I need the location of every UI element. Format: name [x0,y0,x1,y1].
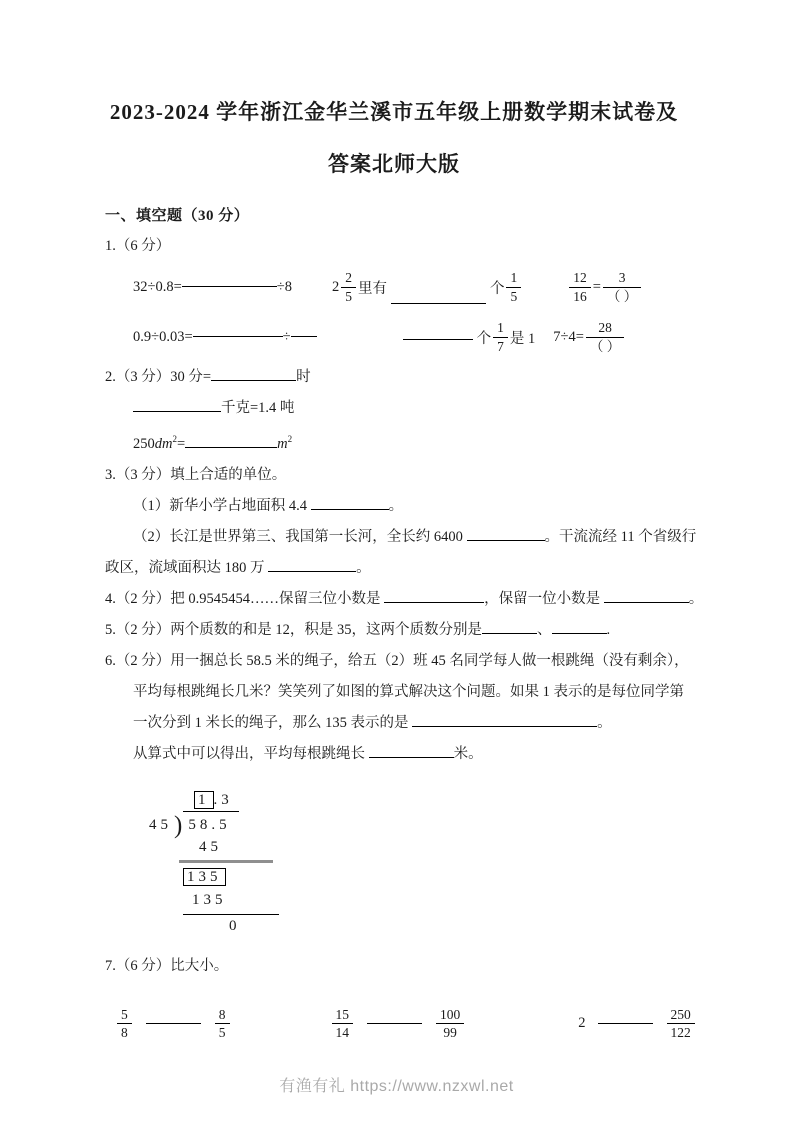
q6-l4-post: 米。 [453,745,483,762]
q3-i2-mid: 。干流流经 11 个省级行 [544,528,697,545]
q6-l3-post: 。 [597,714,612,731]
q1-expr-division [133,274,292,301]
question-3-item-2-wrap [105,553,683,584]
fill-blank [467,528,545,541]
question-5-label: 5.（2 分） [105,621,171,638]
question-3 [105,460,697,584]
fill-blank [193,324,283,337]
q1-r2b-post: 是 1 [509,330,536,347]
long-division-figure [137,790,683,937]
compare-pair-2 [330,1007,467,1041]
question-5-line [105,615,683,646]
exam-title-line1: 2023-2024 学年浙江金华兰溪市五年级上册数学期末试卷及 [109,100,679,124]
q6-l3-pre: 一次分到 1 米长的绳子，那么 135 表示的是 [133,714,409,731]
ld-boxed-135: 135 [183,868,226,886]
ld-subtract-2: 135 [192,891,227,908]
division-sign: ÷ [282,328,291,345]
compare-blank [598,1023,653,1024]
footer [0,1073,793,1096]
fraction: $\frac{2}{5}$ [341,270,356,304]
equals-sign: = [592,278,601,295]
question-2-line-1 [105,362,683,393]
fraction: $\frac{250}{122}$ [667,1007,695,1041]
fill-blank [133,399,221,412]
compare-blank [146,1023,201,1024]
question-1-row-2 [133,312,683,362]
q1-expr-division-2 [133,324,317,351]
fraction: $\frac{100}{99}$ [436,1007,464,1041]
question-1-label: 1.（6 分） [105,238,171,254]
fill-blank [482,621,537,634]
q1-expr-unit-fraction [403,320,536,354]
question-1-row-1 [133,262,683,312]
q1-r1a-pre: 32÷0.8= [133,278,182,295]
q1-r1b-int: 2 [331,278,340,295]
q5-pre: 两个质数的和是 12，积是 35，这两个质数分别是 [170,621,482,638]
q4-pre: 把 0.9545454……保留三位小数是 [170,590,381,607]
fraction: $\frac{1}{7}$ [493,320,508,354]
q2-l1-post: 时 [296,369,311,385]
ld-divisor: 45 [149,816,172,833]
question-6-line-2: 平均每根跳绳长几米？笑笑列了如图的算式解决这个问题。如果 1 表示的是每位同学第 [133,683,684,700]
fraction: $\frac{12}{16}$ [569,270,591,304]
q5-mid: 、 [537,621,552,638]
fill-blank [391,291,486,304]
q2-l3-pre: 250 [133,435,155,452]
q4-post: 。 [688,590,704,607]
fraction: $\frac{5}{8}$ [117,1007,132,1041]
question-6-line-3 [133,708,683,739]
question-6-line-4 [133,739,683,770]
question-4-label: 4.（2 分） [105,590,171,607]
q1-r1a-post: ÷8 [276,278,292,295]
fraction-answer-blank: $\frac{3}{( )}$ [603,270,641,304]
question-3-item-2 [133,522,697,553]
q1-r2c-pre: 7÷4= [553,328,584,345]
q4-mid: ，保留一位小数是 [484,590,601,607]
ld-rule-gray [179,860,273,863]
ld-quotient-rest: .3 [213,791,233,808]
superscript-2: 2 [287,434,293,444]
ld-quotient-row [137,790,683,811]
fill-blank [185,435,277,448]
q2-l1-pre: 30 分= [170,369,212,385]
q3-i1-pre: （1）新华小学占地面积 4.4 [133,497,307,514]
exam-title-line2: 答案北师大版 [328,152,460,176]
fill-blank [369,745,454,758]
ld-rule-black [183,914,279,915]
ld-divisor-dividend-row [137,811,683,837]
fill-blank [412,714,597,727]
q6-l1: 用一捆总长 58.5 米的绳子，给五（2）班 45 名同学每人做一根跳绳（没有剩余）， [170,652,689,669]
q3-i1-post: 。 [388,497,404,514]
q1-expr-quotient-fraction [553,320,626,354]
q6-l4-pre: 从算式中可以得出，平均每根跳绳长 [133,745,365,762]
unit-m: m [277,435,288,452]
fill-blank [552,621,607,634]
q1-expr-mixed-number [332,270,523,304]
question-2-label: 2.（3 分） [105,369,171,385]
question-7-label: 7.（6 分）比大小。 [105,957,229,974]
question-2-line-2 [133,393,683,424]
q1-r1b-mid: 里有 [357,280,387,297]
question-1 [105,231,683,362]
q1-r2a-pre: 0.9÷0.03= [133,328,193,345]
fill-blank [604,590,689,603]
fill-blank [211,368,296,381]
question-4-line [105,584,704,615]
ld-remainder: 0 [229,917,241,934]
q2-l2-post: 千克=1.4 吨 [221,400,295,416]
question-2-line-3 [133,424,683,460]
question-7 [105,951,691,1050]
fraction: $\frac{15}{14}$ [332,1007,354,1041]
fill-blank [291,324,317,337]
question-4 [105,584,704,615]
question-6-line-1 [105,646,689,677]
fill-blank [182,274,277,287]
whole-number-2: 2 [578,1015,586,1032]
question-3-item-1 [133,491,683,522]
fill-blank [311,497,389,510]
ld-boxed-row [137,866,683,889]
fraction: $\frac{8}{5}$ [215,1007,230,1041]
ld-quotient-boxed-digit: 1 [194,791,214,809]
fill-blank [268,559,356,572]
equals-sign: = [176,435,186,452]
q1-r1b-ge: 个 [489,280,505,297]
question-7-compare-row [115,998,691,1050]
division-bracket: ) [174,811,183,839]
section-heading-fill-in: 一、填空题（30 分） [105,208,250,224]
fill-blank [403,327,473,340]
question-3-label: 3.（3 分）填上合适的单位。 [105,466,287,483]
ld-dividend: 58.5 [183,811,238,837]
question-6-label: 6.（2 分） [105,652,171,669]
q1-r2b-ge: 个 [476,330,492,347]
compare-pair-1 [115,1007,232,1041]
fraction-answer-blank: $\frac{28}{( )}$ [586,320,624,354]
footer-site-link[interactable]: 有渔有礼 https://www.nzxwl.net [279,1078,514,1095]
q3-i2-l2-pre: 政区，流域面积达 180 万 [105,559,265,576]
question-6 [105,646,689,937]
superscript-2: 2 [172,434,177,444]
question-5 [105,615,683,646]
unit-dm: dm [154,435,173,452]
fill-blank [384,590,484,603]
compare-blank [367,1023,422,1024]
question-2 [105,362,683,460]
q5-post: . [606,621,611,638]
q3-i2-l2-post: 。 [356,559,371,576]
q1-expr-equivalent-fraction [567,270,643,304]
compare-pair-3 [578,1007,697,1041]
ld-subtract-1: 45 [199,838,222,855]
exam-title [105,86,683,190]
fraction: $\frac{1}{5}$ [506,270,521,304]
q3-i2-pre: （2）长江是世界第三、我国第一长河，全长约 6400 [133,528,463,545]
